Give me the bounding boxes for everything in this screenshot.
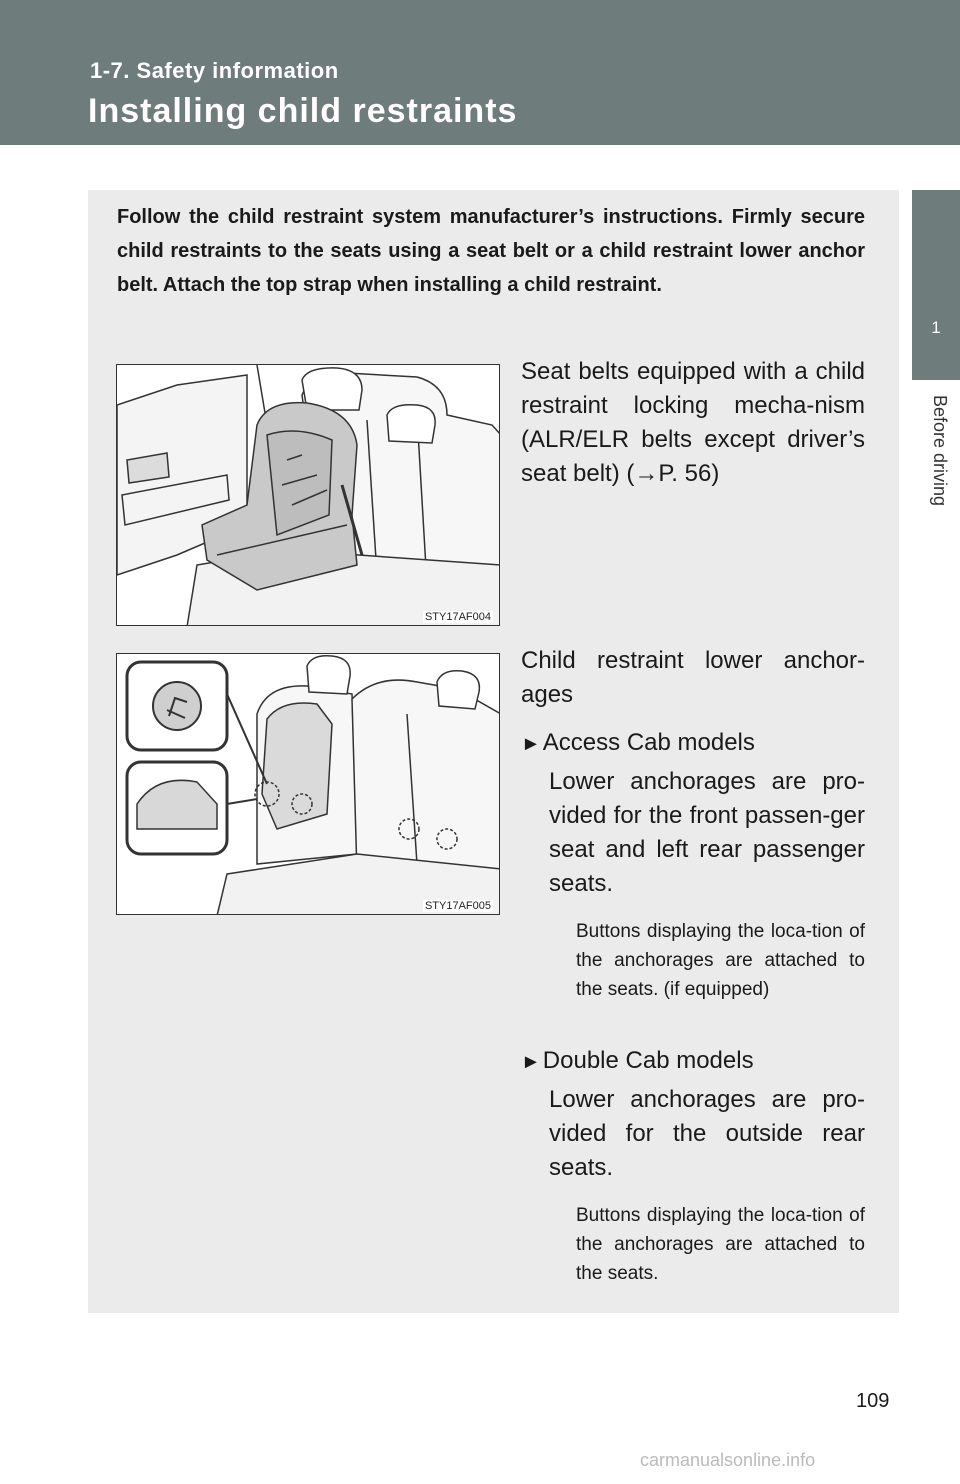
intro-paragraph: Follow the child restraint system manufacturer’s instructions. Firmly secure child restraints to the seats using a seat belt or a child restraint lower anchor belt. Attach the top strap when installing a child restraint. xyxy=(117,206,865,296)
triangle-bullet-icon: ► xyxy=(521,1051,541,1073)
figure-code: STY17AF004 xyxy=(424,611,491,623)
double-cab-note: Buttons displaying the loca-tion of the anchorages are attached to the seats. xyxy=(576,1205,865,1284)
chapter-tab xyxy=(912,190,960,380)
access-cab-label: Access Cab models xyxy=(542,729,755,756)
chapter-tab-label: Before driving xyxy=(930,395,950,507)
page-title: Installing child restraints xyxy=(88,92,518,130)
lower-anchorages-heading: Child restraint lower anchor-ages xyxy=(521,647,865,708)
triangle-bullet-icon: ► xyxy=(521,733,541,755)
page-number: 109 xyxy=(856,1390,890,1412)
double-cab-description: Lower anchorages are pro-vided for the outside rear seats. xyxy=(549,1086,865,1181)
seat-belt-description: Seat belts equipped with a child restraint locking mecha-nism (ALR/ELR belts except driver’s seat belt) (→P. 56) xyxy=(521,358,865,487)
section-label: 1-7. Safety information xyxy=(90,58,339,83)
access-cab-description: Lower anchorages are pro-vided for the front passen-ger seat and left rear passenger seats. xyxy=(549,768,865,897)
figure-code: STY17AF005 xyxy=(424,900,491,912)
child-seat-illustration xyxy=(117,365,500,626)
chapter-tab-number: 1 xyxy=(931,318,941,337)
double-cab-bullet xyxy=(521,1044,865,1079)
access-cab-bullet xyxy=(521,726,865,761)
lower-anchorage-illustration xyxy=(117,654,500,915)
figure-seat-belt-child-restraint xyxy=(116,364,500,626)
double-cab-label: Double Cab models xyxy=(542,1047,754,1074)
access-cab-note: Buttons displaying the loca-tion of the anchorages are attached to the seats. (if equipped) xyxy=(576,921,865,1000)
watermark: carmanualsonline.info xyxy=(640,1450,816,1470)
figure-lower-anchorages xyxy=(116,653,500,915)
